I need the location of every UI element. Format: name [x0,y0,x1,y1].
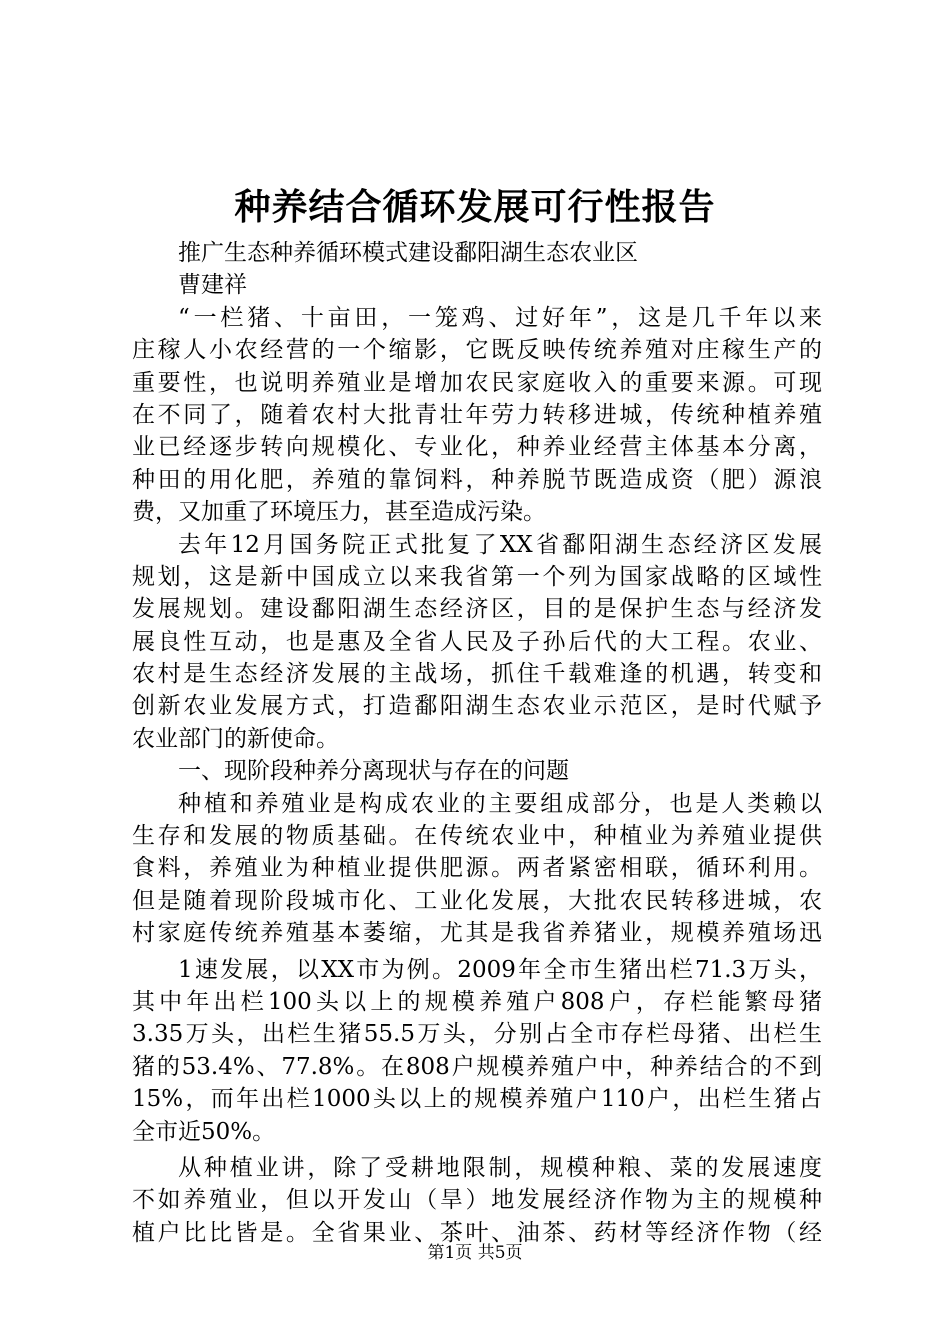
paragraph-3 [132,788,822,950]
paragraph-line: 其中年出栏100头以上的规模养殖户808户，存栏能繁母猪 [132,988,822,1015]
paragraph-line: 猪的53.4%、77.8%。在808户规模养殖户中，种养结合的不到 [132,1053,822,1080]
page-footer: 第1页 共5页 [427,1243,523,1263]
paragraph-line: 费，又加重了环境压力，甚至造成污染。 [132,499,546,526]
paragraph-line: 发展规划。建设鄱阳湖生态经济区，目的是保护生态与经济发 [132,596,822,623]
paragraph-line: 农业部门的新使命。 [132,725,339,752]
paragraph-line: 3.35万头，出栏生猪55.5万头，分别占全市存栏母猪、出栏生 [132,1021,822,1048]
paragraph-line: 全市近50%。 [132,1118,276,1145]
paragraph-line: 15%，而年出栏1000头以上的规模养殖户110户，出栏生猪占 [132,1086,822,1113]
paragraph-2 [132,529,822,756]
paragraph-line: 在不同了，随着农村大批青壮年劳力转移进城，传统种植养殖 [132,401,822,428]
paragraph-5 [132,1152,822,1249]
paragraph-line: 创新农业发展方式，打造鄱阳湖生态农业示范区，是时代赋予 [132,693,822,720]
paragraph-line: 规划，这是新中国成立以来我省第一个列为国家战略的区域性 [132,563,822,590]
document-author: 曹建祥 [178,272,247,299]
paragraph-line: 不如养殖业，但以开发山（旱）地发展经济作物为主的规模种 [132,1187,822,1214]
paragraph-line: 村家庭传统养殖基本萎缩，尤其是我省养猪业，规模养殖场迅 [132,920,822,947]
document-subtitle: 推广生态种养循环模式建设鄱阳湖生态农业区 [178,240,638,266]
paragraph-line: 去年12月国务院正式批复了XX省鄱阳湖生态经济区发展 [178,531,822,558]
paragraph-line: 食料，养殖业为种植业提供肥源。两者紧密相联，循环利用。 [132,855,822,882]
paragraph-line: 农村是生态经济发展的主战场，抓住千载难逢的机遇，转变和 [132,661,822,688]
paragraph-4 [132,954,822,1148]
paragraph-line: 种植和养殖业是构成农业的主要组成部分，也是人类赖以 [178,790,822,817]
paragraph-line: 业已经逐步转向规模化、专业化，种养业经营主体基本分离， [132,434,822,461]
paragraph-line: 种田的用化肥，养殖的靠饲料，种养脱节既造成资（肥）源浪 [132,466,822,493]
paragraph-line: 1速发展，以XX市为例。2009年全市生猪出栏71.3万头， [178,956,822,983]
section-heading [132,755,822,787]
paragraph-line: “一栏猪、十亩田，一笼鸡、过好年”，这是几千年以来 [178,304,822,331]
section-heading-text: 一、现阶段种养分离现状与存在的问题 [178,758,569,785]
document-title: 种养结合循环发展可行性报告 [234,186,716,228]
paragraph-1 [132,302,822,529]
paragraph-line: 生存和发展的物质基础。在传统农业中，种植业为养殖业提供 [132,823,822,850]
paragraph-line: 庄稼人小农经营的一个缩影，它既反映传统养殖对庄稼生产的 [132,337,822,364]
paragraph-line: 从种植业讲，除了受耕地限制，规模种粮、菜的发展速度 [178,1154,822,1181]
document-body [132,237,822,1249]
paragraph-line: 但是随着现阶段城市化、工业化发展，大批农民转移进城，农 [132,887,822,914]
paragraph-line: 植户比比皆是。全省果业、茶叶、油茶、药材等经济作物（经 [132,1219,822,1246]
paragraph-line: 展良性互动，也是惠及全省人民及子孙后代的大工程。农业、 [132,628,822,655]
paragraph-line: 重要性，也说明养殖业是增加农民家庭收入的重要来源。可现 [132,369,822,396]
